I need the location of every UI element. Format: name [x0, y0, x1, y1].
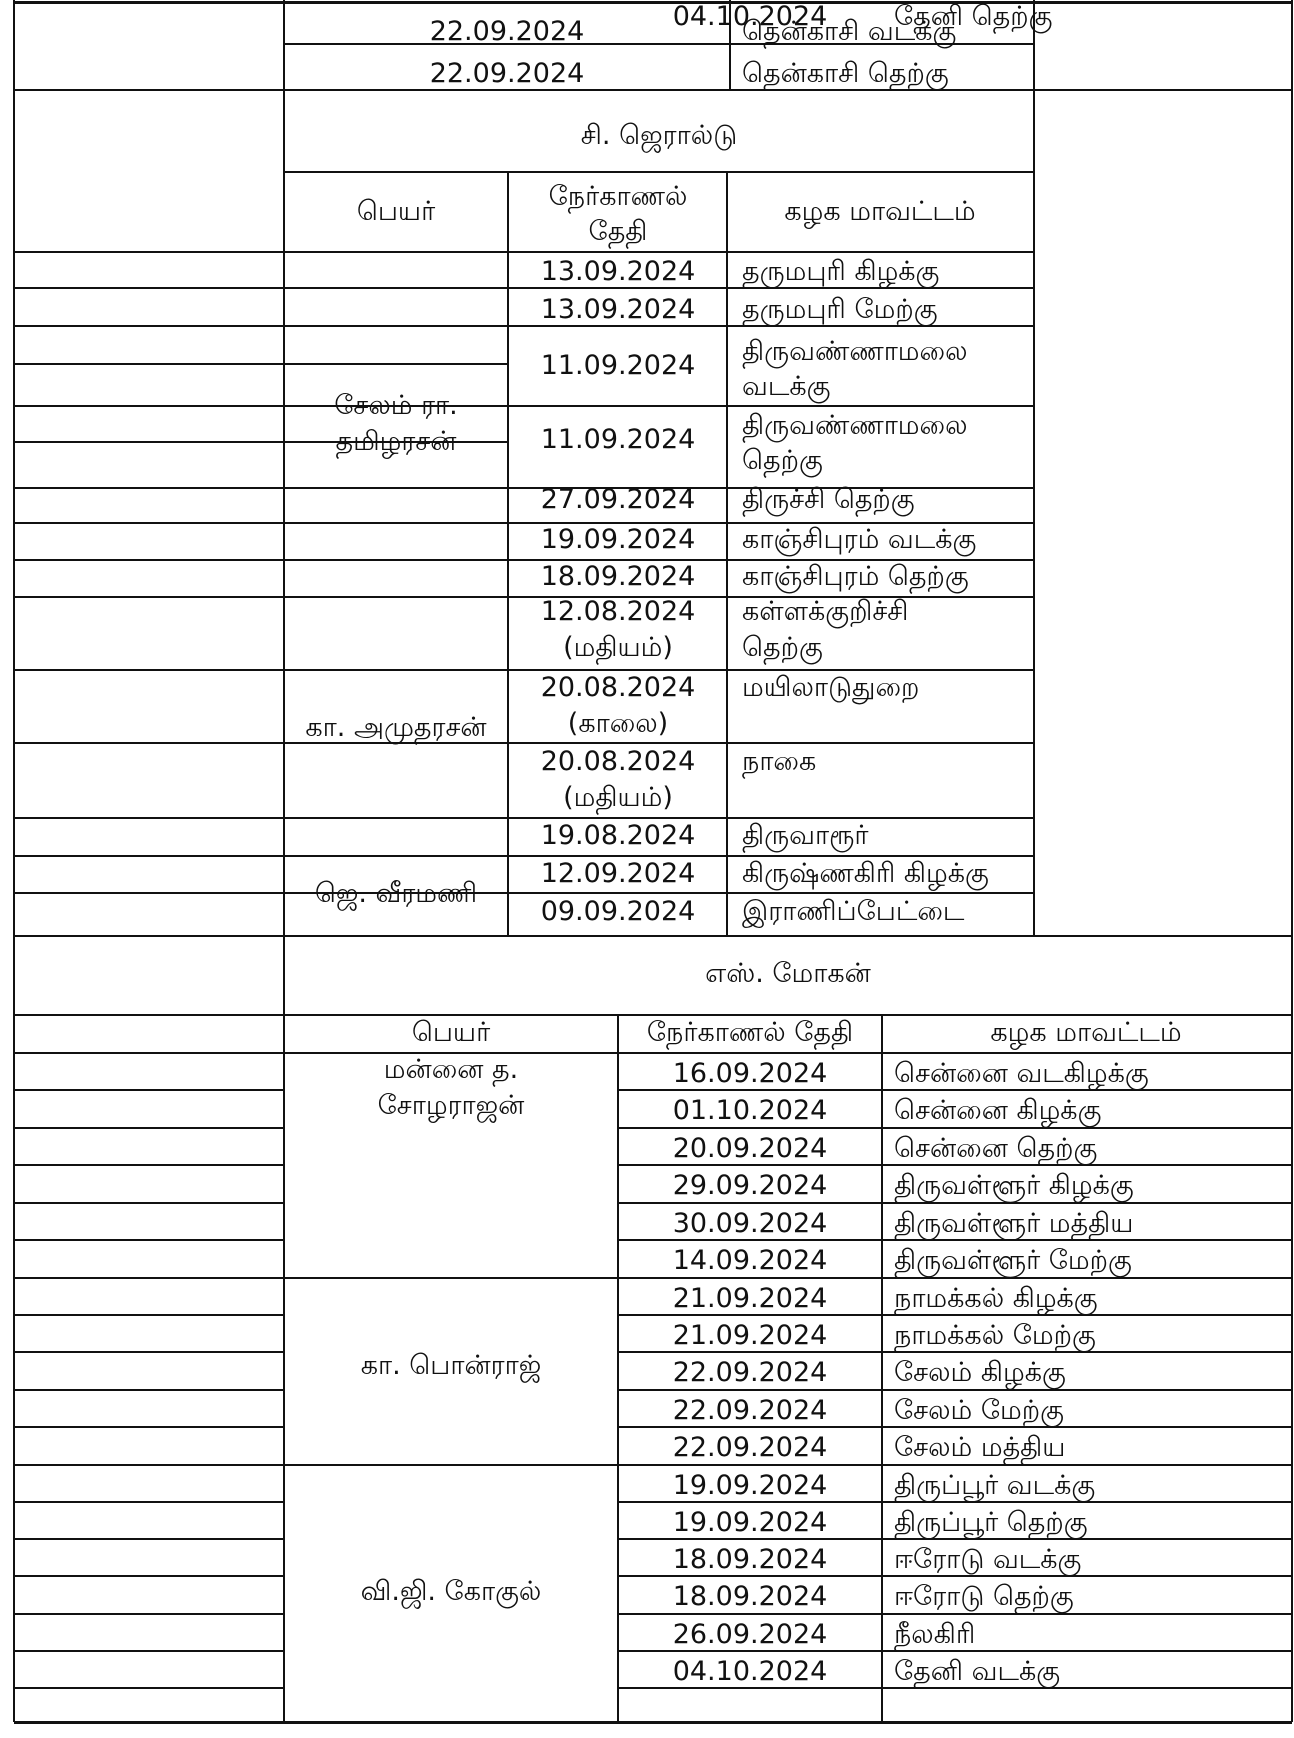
table-rule: [14, 522, 508, 524]
interview-time: (மதியம்): [563, 782, 673, 813]
interviewer-name: மன்னை த.: [383, 1054, 519, 1085]
table-rule: [14, 817, 508, 819]
table-rule: [284, 855, 508, 857]
column-header-name: பெயர்: [411, 1017, 491, 1048]
table-rule: [14, 1501, 284, 1503]
table-rule: [1291, 0, 1293, 1722]
district-name: திருப்பூர் வடக்கு: [894, 1469, 1096, 1501]
district-name: திருவள்ளூர் கிழக்கு: [894, 1170, 1134, 1201]
table-rule: [14, 1202, 284, 1204]
district-name: தேனி வடக்கு: [894, 1655, 1061, 1687]
district-name: தெற்கு: [742, 445, 823, 476]
interviewer-name: ஜெ. வீரமணி: [314, 878, 478, 909]
district-name: கிருஷ்ணகிரி கிழக்கு: [742, 858, 989, 889]
district-name: தருமபுரி கிழக்கு: [742, 256, 940, 287]
table-rule: [284, 171, 1034, 173]
interview-date: 22.09.2024: [429, 16, 585, 47]
interview-date: 19.09.2024: [672, 1506, 828, 1538]
interview-date: 12.09.2024: [540, 858, 696, 889]
table-rule: [14, 596, 508, 598]
district-name: மயிலாடுதுறை: [742, 672, 920, 703]
interview-date: 21.09.2024: [672, 1282, 828, 1314]
district-name: திருவள்ளூர் மத்திய: [894, 1207, 1134, 1239]
interview-date: 09.09.2024: [540, 896, 696, 927]
table-rule: [14, 1314, 284, 1316]
interviewer-name: தமிழரசன்: [335, 426, 457, 457]
table-rule: [13, 0, 15, 1722]
interviewer-name: கா. அமுதரசன்: [305, 712, 487, 743]
district-name: தென்காசி தெற்கு: [742, 58, 949, 89]
interview-date: 01.10.2024: [672, 1095, 828, 1126]
table-rule: [14, 325, 508, 327]
coordinator-name: எஸ். மோகன்: [705, 958, 871, 989]
table-rule: [14, 1613, 284, 1615]
table-rule: [1033, 0, 1035, 936]
column-header-district: கழக மாவட்டம்: [784, 196, 976, 227]
table-rule: [508, 405, 1034, 407]
table-rule: [14, 1052, 1292, 1054]
interview-time: (காலை): [567, 708, 669, 739]
interview-date: 19.09.2024: [672, 1469, 828, 1501]
table-rule: [14, 1389, 284, 1391]
district-name: தென்காசி வடக்கு: [742, 16, 957, 47]
table-rule: [14, 669, 508, 671]
district-name: திருப்பூர் தெற்கு: [894, 1506, 1088, 1538]
district-name: இராணிப்பேட்டை: [742, 896, 965, 927]
district-name: சென்னை வடகிழக்கு: [894, 1057, 1149, 1089]
table-rule: [14, 1464, 284, 1466]
table-rule: [617, 1015, 619, 1722]
interview-date: 04.10.2024: [672, 1655, 828, 1687]
district-name: சேலம் கிழக்கு: [894, 1357, 1066, 1388]
table-rule: [14, 559, 508, 561]
table-rule: [508, 742, 1034, 744]
interview-date: 22.09.2024: [429, 58, 585, 89]
district-name: காஞ்சிபுரம் வடக்கு: [742, 524, 977, 555]
table-rule: [14, 1538, 284, 1540]
column-header-date: நேர்காணல் தேதி: [646, 1017, 854, 1048]
interview-date: 11.09.2024: [540, 350, 696, 381]
district-name: ஈரோடு தெற்கு: [894, 1581, 1074, 1612]
table-rule: [14, 1089, 284, 1091]
district-name: தெற்கு: [742, 632, 823, 663]
interview-date: 26.09.2024: [672, 1618, 828, 1650]
table-rule: [14, 287, 508, 289]
interview-date: 22.09.2024: [672, 1432, 828, 1463]
district-name: திருவள்ளூர் மேற்கு: [894, 1245, 1132, 1276]
interview-date: 22.09.2024: [672, 1357, 828, 1388]
table-rule: [14, 1351, 284, 1353]
interview-date: 21.09.2024: [672, 1319, 828, 1351]
interview-date: 13.09.2024: [540, 256, 696, 287]
interview-date: 19.08.2024: [540, 820, 696, 851]
interview-date: 18.09.2024: [540, 561, 696, 592]
interview-date: 16.09.2024: [672, 1057, 828, 1089]
district-name: திருச்சி தெற்கு: [742, 484, 915, 515]
table-rule: [14, 935, 1292, 937]
interview-time: (மதியம்): [563, 632, 673, 663]
interview-date: 20.08.2024: [540, 672, 696, 703]
district-name: சென்னை கிழக்கு: [894, 1095, 1102, 1126]
interview-date: 29.09.2024: [672, 1170, 828, 1201]
interviewer-name: கா. பொன்ராஜ்: [360, 1350, 542, 1381]
interview-date: 18.09.2024: [672, 1543, 828, 1575]
interview-date: 27.09.2024: [540, 484, 696, 515]
table-rule: [14, 487, 508, 489]
interview-date: 04.10.2024: [672, 1, 828, 32]
district-name: திருவண்ணாமலை: [742, 336, 968, 367]
district-name: நாமக்கல் கிழக்கு: [894, 1282, 1098, 1314]
district-name: நாகை: [742, 746, 817, 777]
column-header-name: பெயர்: [356, 196, 436, 227]
table-rule: [284, 1464, 618, 1466]
interviewer-name: வி.ஜி. கோகுல்: [360, 1576, 542, 1607]
table-rule: [14, 1, 1292, 4]
interview-date: 30.09.2024: [672, 1207, 828, 1239]
district-name: காஞ்சிபுரம் தெற்கு: [742, 561, 969, 592]
column-header-district: கழக மாவட்டம்: [990, 1017, 1182, 1048]
interview-date: 14.09.2024: [672, 1245, 828, 1276]
column-header-date: தேதி: [588, 216, 648, 247]
table-rule: [14, 1650, 284, 1652]
table-rule: [14, 1164, 284, 1166]
interview-date: 11.09.2024: [540, 424, 696, 455]
table-rule: [14, 251, 1034, 253]
table-rule: [284, 1277, 618, 1279]
district-name: தேனி தெற்கு: [894, 1, 1053, 32]
table-rule: [14, 1575, 284, 1577]
table-rule: [14, 1127, 284, 1129]
interview-date: 20.09.2024: [672, 1132, 828, 1164]
district-name: வடக்கு: [742, 371, 831, 402]
interview-date: 20.08.2024: [540, 746, 696, 777]
interviewer-name: சேலம் ரா.: [334, 390, 458, 421]
district-name: சென்னை தெற்கு: [894, 1132, 1098, 1164]
table-rule: [14, 1277, 284, 1279]
district-name: ஈரோடு வடக்கு: [894, 1543, 1082, 1575]
table-rule: [14, 1239, 284, 1241]
district-name: திருவாரூர்: [742, 820, 869, 851]
interview-date: 12.08.2024: [540, 596, 696, 627]
district-name: திருவண்ணாமலை: [742, 410, 968, 441]
table-rule: [881, 1015, 883, 1722]
interviewer-name: சோழராஜன்: [377, 1090, 525, 1121]
district-name: கள்ளக்குறிச்சி: [742, 596, 909, 627]
column-header-date: நேர்காணல்: [548, 181, 688, 212]
interview-date: 22.09.2024: [672, 1394, 828, 1426]
table-rule: [508, 892, 1034, 894]
district-name: சேலம் மத்திய: [894, 1432, 1066, 1463]
coordinator-name: சி. ஜெரால்டு: [580, 120, 738, 151]
table-rule: [14, 363, 508, 365]
interview-date: 18.09.2024: [672, 1581, 828, 1612]
interview-date: 19.09.2024: [540, 524, 696, 555]
district-name: சேலம் மேற்கு: [894, 1394, 1064, 1426]
district-name: நீலகிரி: [894, 1618, 976, 1650]
table-rule: [14, 89, 1292, 91]
district-name: தருமபுரி மேற்கு: [742, 294, 938, 325]
district-name: நாமக்கல் மேற்கு: [894, 1319, 1096, 1351]
interview-date: 13.09.2024: [540, 294, 696, 325]
table-rule: [14, 1721, 1292, 1724]
table-rule: [14, 1687, 284, 1689]
table-rule: [14, 1426, 284, 1428]
